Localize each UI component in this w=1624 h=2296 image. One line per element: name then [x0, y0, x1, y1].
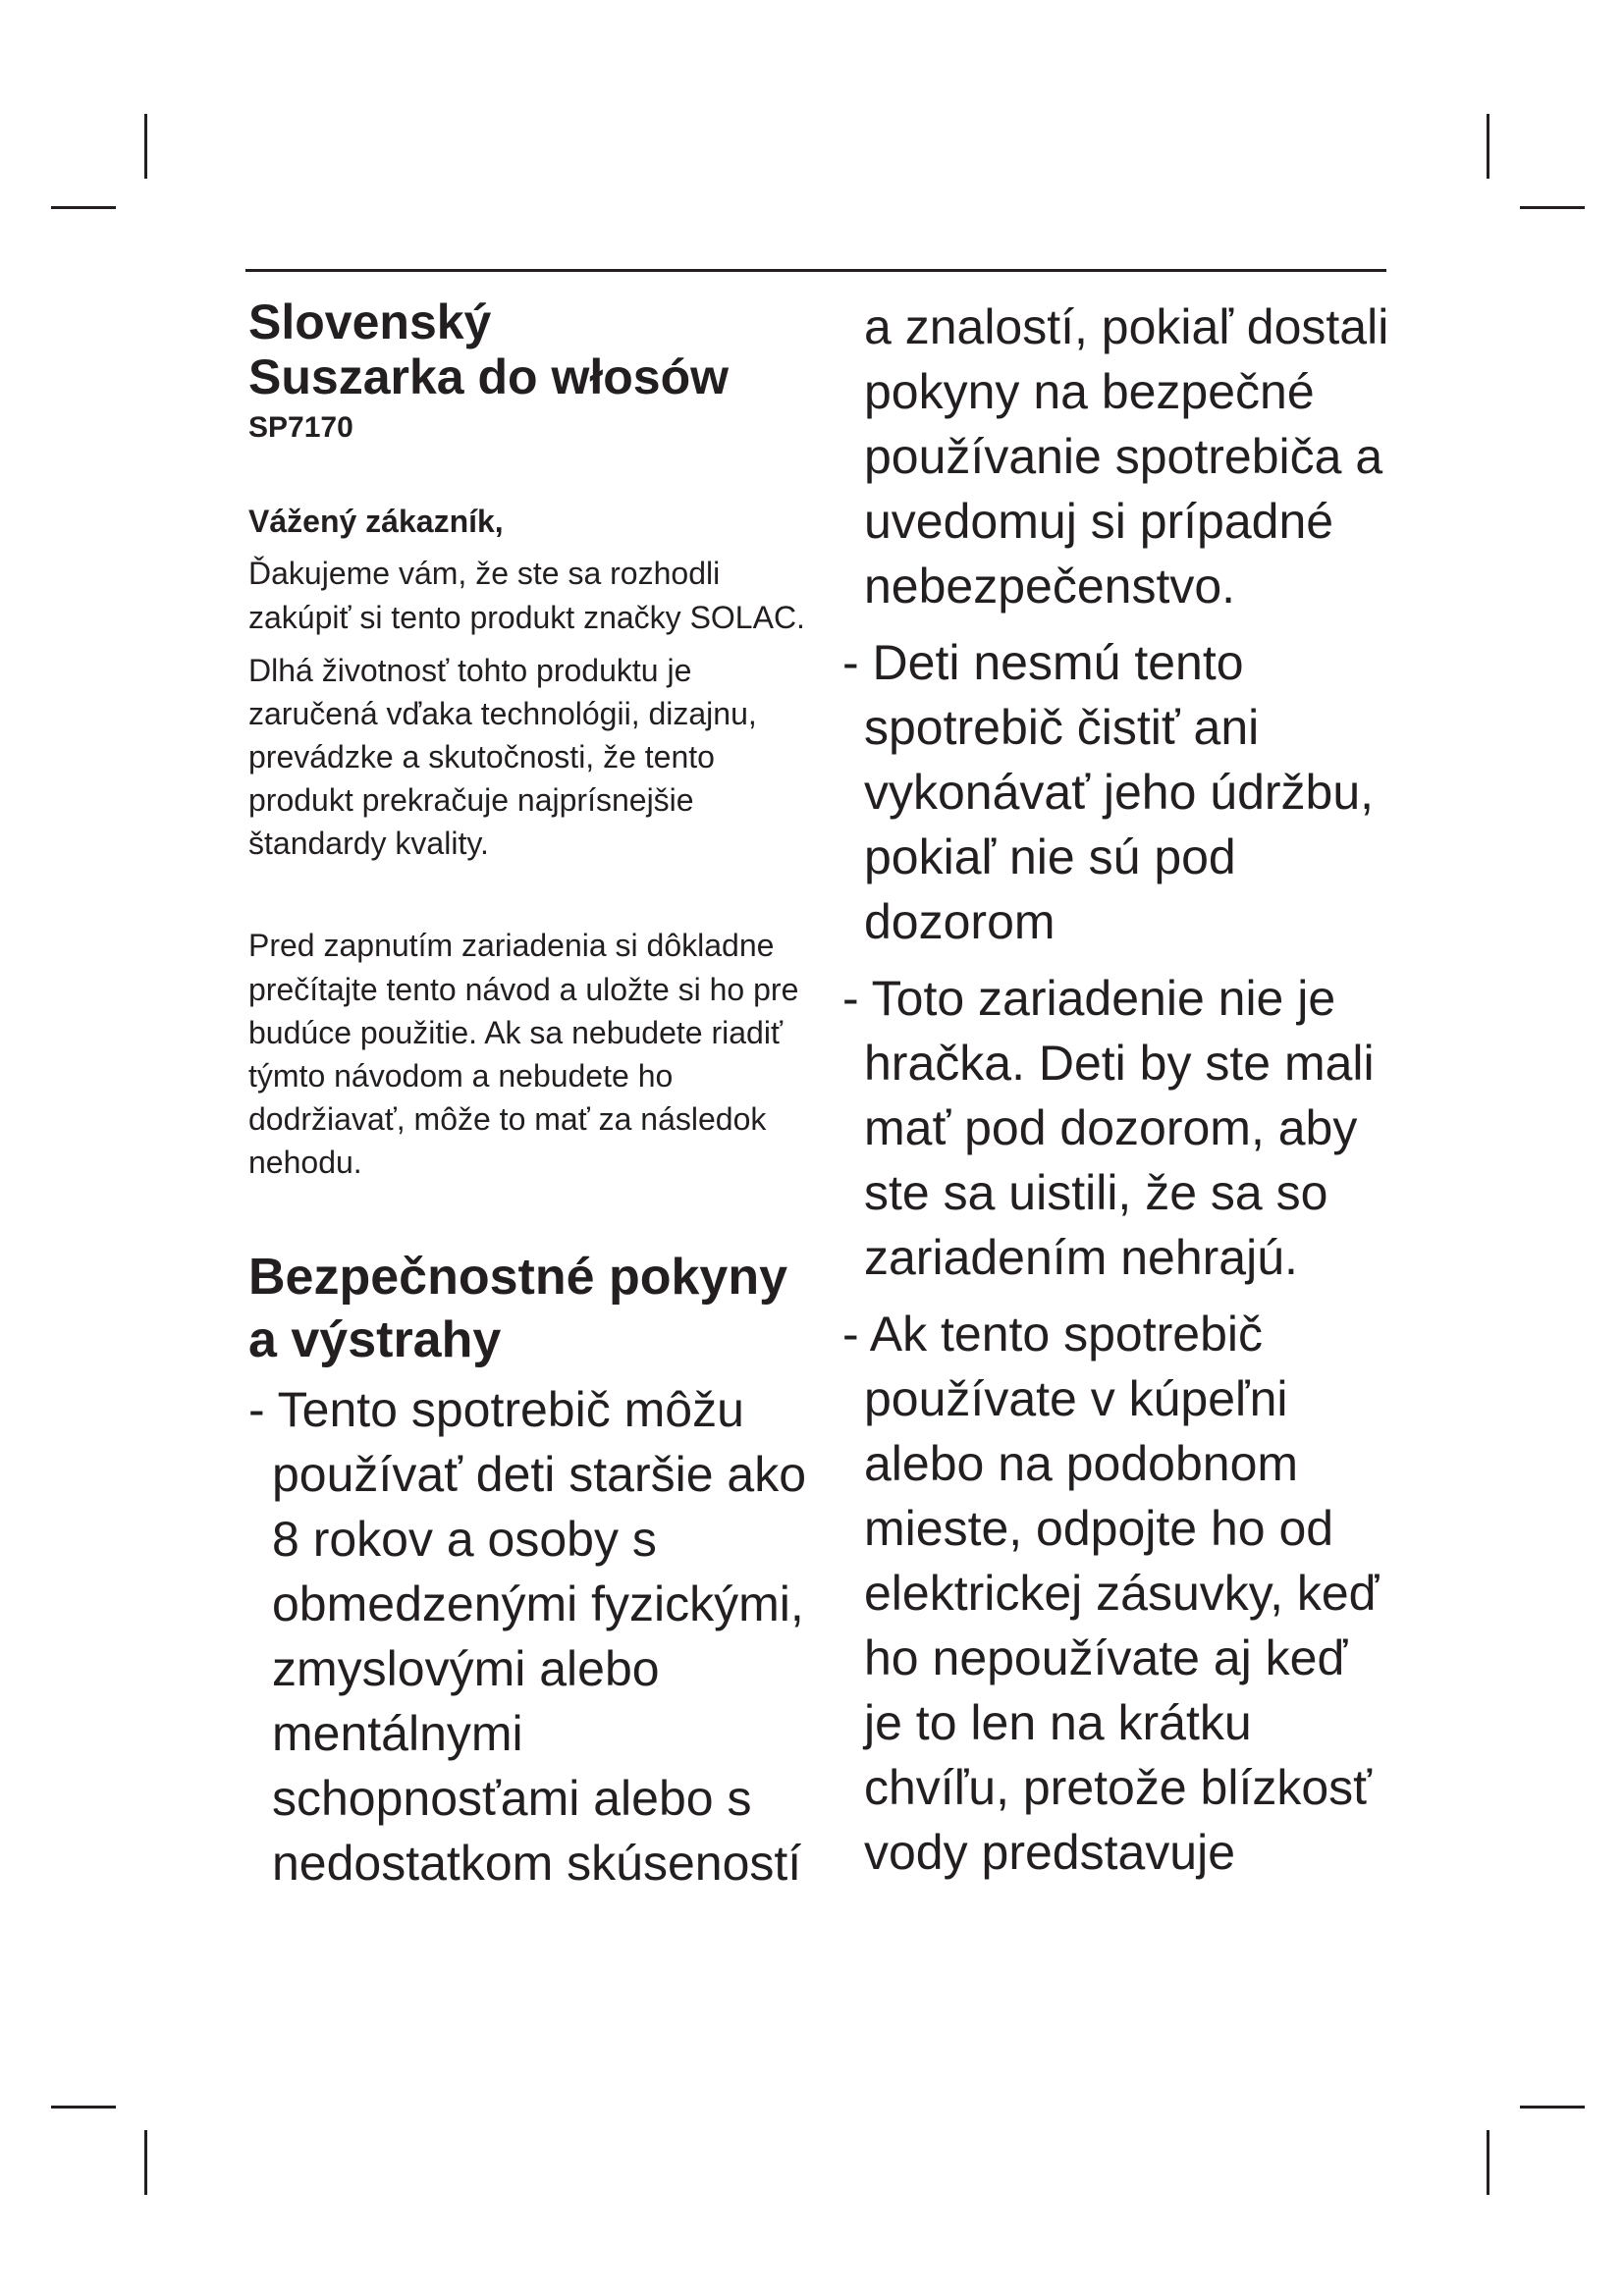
crop-mark: [144, 2130, 147, 2195]
safety-item: - Ak tento spotrebič používate v kúpeľni alebo na podobnom mieste, odpojte ho od elektrickej zásuvky, keď ho nepoužívate aj keď je to len na krátku chvíľu, pretože blízkosť vody predstavuje: [842, 1307, 1380, 1880]
intro-paragraph: Dlhá životnosť tohto produktu je zaručená vďaka technológii, dizajnu, prevádzke a skutočnosti, že tento produkt prekračuje najprísnejšie štandardy kvality.: [248, 652, 757, 862]
safety-item: - Tento spotrebič môžu používať deti staršie ako 8 rokov a osoby s obmedzenými fyzickými, zmyslovými alebo mentálnymi schopnosťami alebo s nedostatkom skúseností: [248, 1382, 807, 1892]
crop-mark: [1487, 114, 1489, 179]
top-rule: [245, 269, 1386, 272]
crop-mark: [1520, 2106, 1585, 2109]
crop-mark: [144, 114, 147, 179]
model-code: SP7170: [248, 411, 353, 444]
crop-mark: [1520, 206, 1585, 209]
product-title: Suszarka do włosów: [248, 349, 730, 404]
safety-list: [248, 1377, 813, 1896]
crop-mark: [51, 2106, 116, 2109]
crop-mark: [1487, 2130, 1489, 2195]
greeting: Vážený zákazník,: [248, 504, 504, 539]
safety-item: - Deti nesmú tento spotrebič čistiť ani vykonávať jeho údržbu, pokiaľ nie sú pod dozorom: [842, 635, 1375, 949]
safety-list: [842, 630, 1392, 1885]
intro-paragraph: Ďakujeme vám, že ste sa rozhodli zakúpiť si tento produkt značky SOLAC.: [248, 556, 805, 635]
left-column: [248, 294, 813, 1907]
safety-item: - Toto zariadenie nie je hračka. Deti by ste mali mať pod dozorom, aby ste sa uistili, že sa so zariadením nehrajú.: [842, 971, 1375, 1285]
language-title: Slovenský: [248, 294, 492, 349]
intro-paragraph: Pred zapnutím zariadenia si dôkladne prečítajte tento návod a uložte si ho pre budúce použitie. Ak sa nebudete riadiť týmto návodom a nebudete ho dodržiavať, môže to mať za následok nehodu.: [248, 928, 799, 1181]
safety-item-continuation: a znalostí, pokiaľ dostali pokyny na bezpečné používanie spotrebiča a uvedomuj si prípadné nebezpečenstvo.: [864, 299, 1389, 614]
section-heading: Bezpečnostné pokyny a výstrahy: [248, 1249, 788, 1368]
crop-mark: [51, 206, 116, 209]
right-column: [842, 294, 1392, 1896]
